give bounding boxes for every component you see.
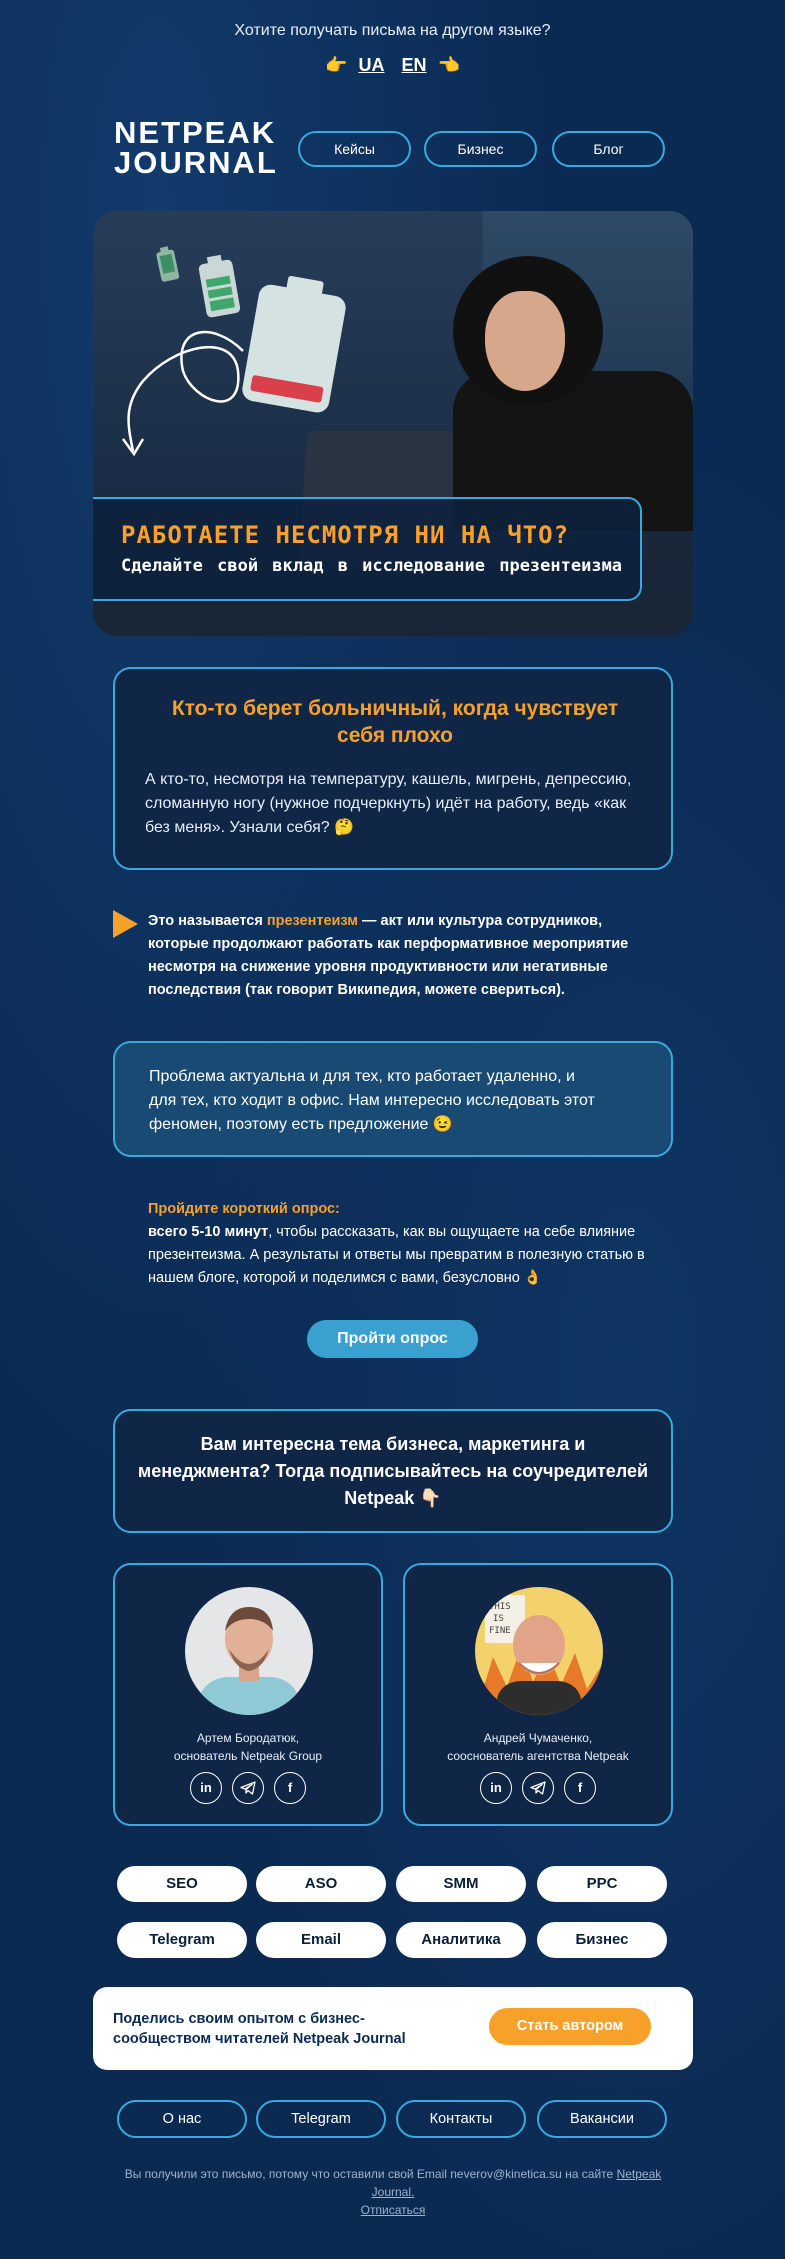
survey-duration: всего 5-10 минут (148, 1224, 269, 1240)
tag-aso[interactable]: ASO (256, 1866, 386, 1902)
definition-rest: — акт или культура сотрудников, которые продолжают работать как перформативное мероприятие несмотря на снижение уровня продуктивности или негативные последствия (так говорит Википедия, можете свериться). (148, 913, 629, 998)
facebook-icon[interactable]: f (564, 1772, 596, 1804)
footer-vacancies-button[interactable]: Вакансии (537, 2100, 667, 2138)
facebook-icon[interactable]: f (274, 1772, 306, 1804)
become-author-panel (93, 1987, 693, 2070)
svg-text:FINE: FINE (489, 1626, 511, 1636)
tag-seo[interactable]: SEO (117, 1866, 247, 1902)
telegram-icon[interactable] (522, 1772, 554, 1804)
low-battery-icon (240, 271, 349, 414)
footer-about-button[interactable]: О нас (117, 2100, 247, 2138)
person-name: Артем Бородатюк, (196, 1731, 300, 1745)
lang-en-link[interactable]: EN (401, 55, 427, 75)
svg-text:IS: IS (493, 1614, 504, 1624)
presenteeism-definition (148, 910, 658, 1002)
nav-cases-button[interactable]: Кейсы (298, 131, 411, 167)
person-name: Андрей Чумаченко, (483, 1731, 593, 1745)
pointing-left-icon: 👈 (437, 55, 460, 75)
tag-telegram[interactable]: Telegram (117, 1922, 247, 1958)
play-triangle-icon (113, 910, 138, 938)
subscribe-text: Вам интересна тема бизнеса, маркетинга и менеджмента? Тогда подписывайтесь на соучредителей Netpeak 👇🏻 (137, 1434, 649, 1508)
avatar-artem (185, 1587, 313, 1715)
nav-business-button[interactable]: Бизнес (424, 131, 537, 167)
tag-ppc[interactable]: PPC (537, 1866, 667, 1902)
footer-contacts-button[interactable]: Контакты (396, 2100, 526, 2138)
tag-business[interactable]: Бизнес (537, 1922, 667, 1958)
footer-notice (118, 2165, 668, 2219)
founder-card-andrey (403, 1563, 673, 1826)
medium-battery-icon (197, 253, 241, 318)
remote-work-card (113, 1041, 673, 1157)
subscribe-card (113, 1409, 673, 1533)
netpeak-journal-link[interactable]: Netpeak Journal. (371, 2167, 662, 2199)
intro-card (113, 667, 673, 870)
hero-title: РАБОТАЕТЕ НЕСМОТРЯ НИ НА ЧТО? (121, 521, 570, 549)
linkedin-icon[interactable]: in (480, 1772, 512, 1804)
language-question: Хотите получать письма на другом языке? (234, 22, 551, 39)
telegram-icon[interactable] (232, 1772, 264, 1804)
hero-text-banner (93, 497, 642, 601)
avatar-andrey (475, 1587, 603, 1715)
remote-work-text: Проблема актуальна и для тех, кто работает удаленно, и для тех, кто ходит в офис. Нам интересно исследовать этот феномен, поэтому есть предложение 😉 (149, 1068, 595, 1133)
hero-subtitle: Сделайте свой вклад в исследование презентеизма (121, 556, 623, 576)
intro-title: Кто-то берет больничный, когда чувствует себя плохо (171, 697, 619, 747)
founder-name-andrey (405, 1729, 671, 1765)
pointing-right-icon: 👉 (325, 55, 348, 75)
logo-line-2: JOURNAL (114, 145, 278, 180)
language-switcher (0, 55, 785, 76)
tag-analytics[interactable]: Аналитика (396, 1922, 526, 1958)
linkedin-icon[interactable]: in (190, 1772, 222, 1804)
definition-prefix: Это называется (148, 913, 267, 929)
footer-text: Вы получили это письмо, потому что оставили свой Email neverov@kinetica.su на сайте (124, 2167, 614, 2181)
unsubscribe-link[interactable]: Отписаться (360, 2203, 426, 2217)
intro-text: А кто-то, несмотря на температуру, кашель, мигрень, депрессию, сломанную ногу (нужное подчеркнуть) идёт на работу, ведь «как без меня». Узнали себя? 🤔 (145, 771, 632, 836)
hero-banner (93, 211, 693, 636)
founder-name-artem (115, 1729, 381, 1765)
become-author-text: Поделись своим опытом с бизнес-сообществом читателей Netpeak Journal (113, 2011, 406, 2047)
nav-blog-button[interactable]: Блог (552, 131, 665, 167)
netpeak-journal-logo[interactable] (114, 115, 279, 180)
lang-ua-link[interactable]: UA (358, 55, 385, 75)
curly-arrow-icon (129, 332, 243, 451)
survey-heading: Пройдите короткий опрос: (148, 1201, 340, 1217)
take-survey-button[interactable]: Пройти опрос (307, 1320, 478, 1358)
person-role: сооснователь агентства Netpeak (447, 1749, 629, 1763)
logo-line-1: NETPEAK (114, 115, 277, 150)
small-battery-icon (155, 245, 180, 282)
footer-telegram-button[interactable]: Telegram (256, 2100, 386, 2138)
founder-card-artem (113, 1563, 383, 1826)
survey-text: , чтобы рассказать, как вы ощущаете на себе влияние презентеизма. А результаты и ответы мы превратим в полезную статью в нашем блоге, которой и поделимся с вами, безусловно 👌 (148, 1224, 645, 1286)
definition-term: презентеизм (266, 913, 358, 929)
become-author-button[interactable]: Стать автором (489, 2008, 651, 2045)
tag-email[interactable]: Email (256, 1922, 386, 1958)
survey-block (148, 1198, 668, 1290)
tag-smm[interactable]: SMM (396, 1866, 526, 1902)
svg-text:THIS: THIS (489, 1602, 511, 1612)
person-role: основатель Netpeak Group (173, 1749, 323, 1763)
